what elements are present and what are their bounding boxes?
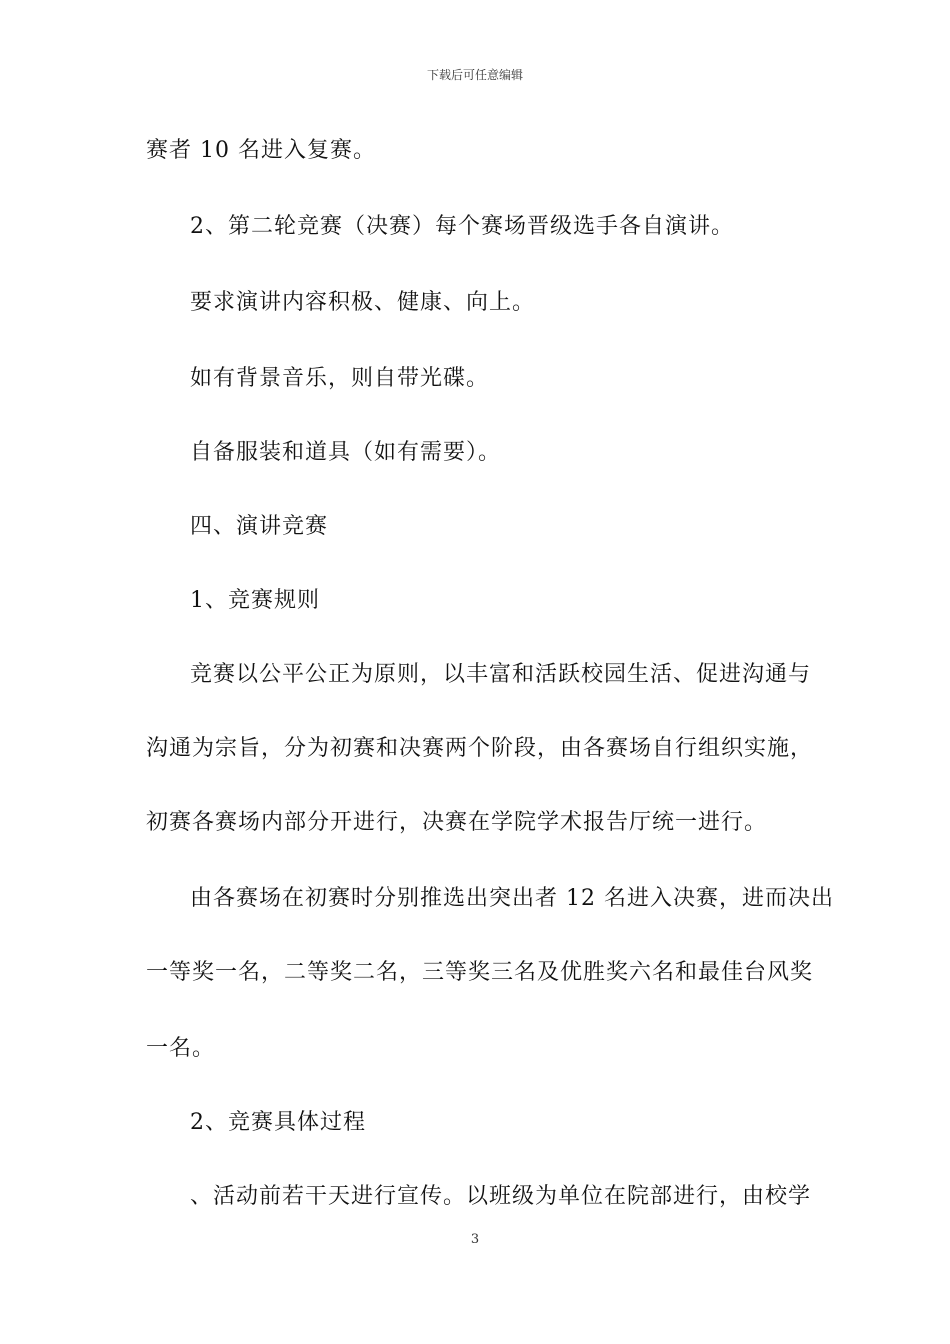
paragraph-line: 由各赛场在初赛时分别推选出突出者 12 名进入决赛，进而决出	[190, 886, 834, 911]
paragraph-line: 沟通为宗旨，分为初赛和决赛两个阶段，由各赛场自行组织实施，	[146, 736, 814, 761]
paragraph-line: 一等奖一名，二等奖二名，三等奖三名及优胜奖六名和最佳台风奖	[146, 960, 814, 985]
subsection-heading: 2、竞赛具体过程	[190, 1110, 366, 1135]
paragraph-line: 一名。	[146, 1036, 216, 1061]
paragraph-line: 、活动前若干天进行宣传。以班级为单位在院部进行，由校学	[190, 1184, 812, 1209]
subsection-heading: 1、竞赛规则	[190, 588, 320, 613]
page-number: 3	[470, 1232, 480, 1247]
page-header: 下载后可任意编辑	[426, 68, 523, 82]
paragraph-line: 如有背景音乐，则自带光碟。	[190, 366, 490, 391]
paragraph-line: 初赛各赛场内部分开进行，决赛在学院学术报告厅统一进行。	[146, 810, 768, 835]
section-heading: 四、演讲竞赛	[190, 514, 329, 539]
paragraph-line: 赛者 10 名进入复赛。	[146, 138, 376, 163]
paragraph-line: 2、第二轮竞赛（决赛）每个赛场晋级选手各自演讲。	[190, 214, 734, 239]
paragraph-line: 要求演讲内容积极、健康、向上。	[190, 290, 536, 315]
paragraph-line: 竞赛以公平公正为原则，以丰富和活跃校园生活、促进沟通与	[190, 662, 812, 687]
paragraph-line: 自备服装和道具（如有需要）。	[190, 440, 502, 465]
